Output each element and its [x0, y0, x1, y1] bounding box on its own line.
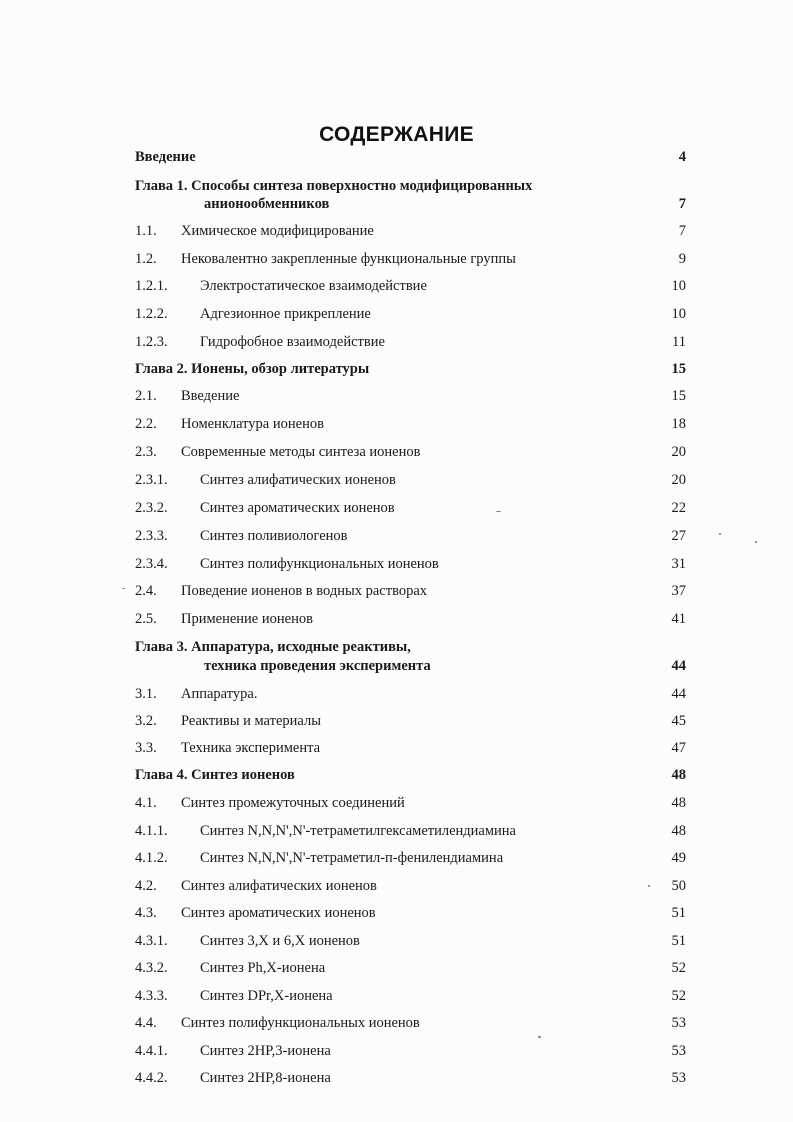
toc-entry-1-2-1	[0, 276, 793, 296]
toc-entry-text: Введение	[135, 149, 196, 165]
toc-page-number: 41	[671, 611, 686, 627]
toc-chapter-2	[0, 359, 793, 379]
toc-entry-number: 3.3.	[135, 740, 157, 756]
toc-page-number: 31	[671, 556, 686, 572]
toc-entry-4-2	[0, 876, 793, 896]
toc-entry-number: 1.2.	[135, 251, 157, 267]
toc-entry-number: 3.2.	[135, 713, 157, 729]
toc-entry-number: 1.2.1.	[135, 278, 168, 294]
toc-entry-number: 2.4.	[135, 583, 157, 599]
toc-entry-text: Синтез алифатических ионенов	[200, 472, 396, 488]
toc-entry-text: Синтез Ph,X-ионена	[200, 960, 326, 976]
toc-entry-text: Синтез 2HP,3-ионена	[200, 1043, 331, 1059]
toc-entry-text: Синтез 3,X и 6,X ионенов	[200, 933, 360, 949]
scan-speck	[648, 885, 650, 887]
page-title: СОДЕРЖАНИЕ	[319, 123, 474, 146]
toc-entry-number: 4.2.	[135, 878, 157, 894]
toc-entry-number: 2.5.	[135, 611, 157, 627]
toc-chapter-title: Глава 1. Способы синтеза поверхностно модифицированных	[135, 178, 533, 194]
toc-entry-number: 2.1.	[135, 388, 157, 404]
toc-entry-text: Синтез поливиологенов	[200, 528, 348, 544]
toc-chapter-3-cont	[0, 656, 793, 676]
toc-entry-text: Нековалентно закрепленные функциональные группы	[181, 251, 516, 267]
toc-entry-number: 4.3.	[135, 905, 157, 921]
toc-page-number: 44	[671, 686, 686, 702]
toc-entry-number: 1.1.	[135, 223, 157, 239]
toc-entry-text: Синтез 2HP,8-ионена	[200, 1070, 331, 1086]
toc-page-number: 15	[671, 361, 686, 377]
toc-entry-text: Синтез ароматических ионенов	[200, 500, 395, 516]
toc-entry-text: Синтез алифатических ионенов	[181, 878, 377, 894]
toc-entry-2-5	[0, 609, 793, 629]
toc-page-number: 20	[671, 472, 686, 488]
toc-entry-2-3-1	[0, 470, 793, 490]
toc-page-number: 10	[671, 306, 686, 322]
toc-chapter-1	[0, 176, 793, 196]
toc-page-number: 37	[671, 583, 686, 599]
toc-entry-4-1-2	[0, 848, 793, 868]
toc-entry-3-1	[0, 684, 793, 704]
toc-entry-text: Современные методы синтеза ионенов	[181, 444, 421, 460]
toc-entry-number: 4.3.3.	[135, 988, 168, 1004]
toc-page-number: 44	[671, 658, 686, 674]
toc-entry-2-3-2	[0, 498, 793, 518]
toc-entry-1-1	[0, 221, 793, 241]
toc-entry-4-3-3	[0, 986, 793, 1006]
toc-entry-number: 4.4.1.	[135, 1043, 168, 1059]
toc-entry-number: 1.2.2.	[135, 306, 168, 322]
toc-entry-text: Электростатическое взаимодействие	[200, 278, 427, 294]
scan-speck	[496, 511, 501, 512]
toc-entry-4-4-2	[0, 1068, 793, 1088]
toc-entry-number: 2.3.3.	[135, 528, 168, 544]
toc-page-number: 7	[678, 223, 686, 239]
toc-entry-2-4	[0, 581, 793, 601]
toc-entry-text: Адгезионное прикрепление	[200, 306, 371, 322]
toc-entry-4-4-1	[0, 1041, 793, 1061]
toc-page-number: 50	[671, 878, 686, 894]
toc-entry-text: Химическое модифицирование	[181, 223, 374, 239]
toc-entry-4-1	[0, 793, 793, 813]
toc-page-number: 51	[671, 905, 686, 921]
toc-entry-2-3	[0, 442, 793, 462]
toc-page-number: 27	[671, 528, 686, 544]
toc-entry-number: 2.3.	[135, 444, 157, 460]
toc-chapter-1-cont	[0, 194, 793, 214]
toc-entry-4-3-2	[0, 958, 793, 978]
toc-entry-3-2	[0, 711, 793, 731]
toc-chapter-title: Глава 4. Синтез ионенов	[135, 767, 295, 783]
scan-speck	[719, 533, 721, 535]
toc-entry-number: 3.1.	[135, 686, 157, 702]
toc-entry-text: Номенклатура ионенов	[181, 416, 324, 432]
toc-entry-1-2-3	[0, 332, 793, 352]
toc-intro	[0, 147, 793, 167]
toc-entry-text: Синтез ароматических ионенов	[181, 905, 376, 921]
toc-page-number: 48	[671, 823, 686, 839]
toc-entry-number: 4.1.	[135, 795, 157, 811]
toc-entry-number: 1.2.3.	[135, 334, 168, 350]
toc-chapter-title: Глава 2. Ионены, обзор литературы	[135, 361, 370, 377]
toc-chapter-title: Глава 3. Аппаратура, исходные реактивы,	[135, 639, 411, 655]
toc-page-number: 53	[671, 1070, 686, 1086]
toc-entry-1-2-2	[0, 304, 793, 324]
toc-entry-text: Синтез промежуточных соединений	[181, 795, 405, 811]
toc-entry-number: 2.3.4.	[135, 556, 168, 572]
toc-entry-number: 4.3.2.	[135, 960, 168, 976]
toc-chapter-title-cont: анионообменников	[204, 196, 330, 212]
scan-speck	[755, 541, 757, 543]
toc-entry-number: 4.4.2.	[135, 1070, 168, 1086]
toc-entry-number: 4.1.1.	[135, 823, 168, 839]
toc-entry-text: Гидрофобное взаимодействие	[200, 334, 385, 350]
scan-speck	[122, 588, 125, 589]
toc-entry-2-2	[0, 414, 793, 434]
scan-speck	[538, 1036, 541, 1038]
toc-page-number: 52	[671, 988, 686, 1004]
toc-page-number: 7	[678, 196, 686, 212]
toc-chapter-title-cont: техника проведения эксперимента	[204, 658, 431, 674]
toc-page-number: 47	[671, 740, 686, 756]
toc-entry-number: 4.1.2.	[135, 850, 168, 866]
toc-page-number: 49	[671, 850, 686, 866]
toc-page-number: 53	[671, 1015, 686, 1031]
toc-page-number: 9	[678, 251, 686, 267]
toc-entry-text: Поведение ионенов в водных растворах	[181, 583, 428, 599]
toc-entry-3-3	[0, 738, 793, 758]
toc-page-number: 51	[671, 933, 686, 949]
toc-entry-text: Применение ионенов	[181, 611, 313, 627]
toc-entry-text: Реактивы и материалы	[181, 713, 321, 729]
toc-entry-text: Синтез DPr,X-ионена	[200, 988, 333, 1004]
toc-entry-text: Введение	[181, 388, 240, 404]
toc-page-number: 18	[671, 416, 686, 432]
toc-page-number: 15	[671, 388, 686, 404]
toc-entry-number: 2.2.	[135, 416, 157, 432]
toc-entry-text: Синтез N,N,N',N'-тетраметил-п-фенилендиамина	[200, 850, 504, 866]
toc-page-number: 11	[672, 334, 686, 350]
toc-entry-4-3	[0, 903, 793, 923]
toc-entry-2-3-3	[0, 526, 793, 546]
toc-entry-text: Синтез N,N,N',N'-тетраметилгексаметилендиамина	[200, 823, 516, 839]
toc-chapter-3	[0, 637, 793, 657]
toc-page-number: 4	[678, 149, 686, 165]
toc-page-number: 20	[671, 444, 686, 460]
toc-entry-4-3-1	[0, 931, 793, 951]
toc-page-number: 10	[671, 278, 686, 294]
toc-entry-number: 4.4.	[135, 1015, 157, 1031]
toc-entry-text: Синтез полифункциональных ионенов	[200, 556, 439, 572]
toc-page-number: 52	[671, 960, 686, 976]
toc-entry-text: Синтез полифункциональных ионенов	[181, 1015, 420, 1031]
toc-entry-number: 4.3.1.	[135, 933, 168, 949]
toc-page-number: 53	[671, 1043, 686, 1059]
toc-page-number: 48	[671, 767, 686, 783]
toc-entry-4-1-1	[0, 821, 793, 841]
toc-entry-2-1	[0, 386, 793, 406]
toc-page-number: 22	[671, 500, 686, 516]
toc-entry-1-2	[0, 249, 793, 269]
toc-entry-4-4	[0, 1013, 793, 1033]
toc-page-number: 48	[671, 795, 686, 811]
toc-entry-text: Техника эксперимента	[181, 740, 321, 756]
toc-entry-number: 2.3.1.	[135, 472, 168, 488]
toc-page-number: 45	[671, 713, 686, 729]
toc-chapter-4	[0, 765, 793, 785]
toc-entry-2-3-4	[0, 554, 793, 574]
toc-entry-number: 2.3.2.	[135, 500, 168, 516]
toc-entry-text: Аппаратура.	[181, 686, 258, 702]
